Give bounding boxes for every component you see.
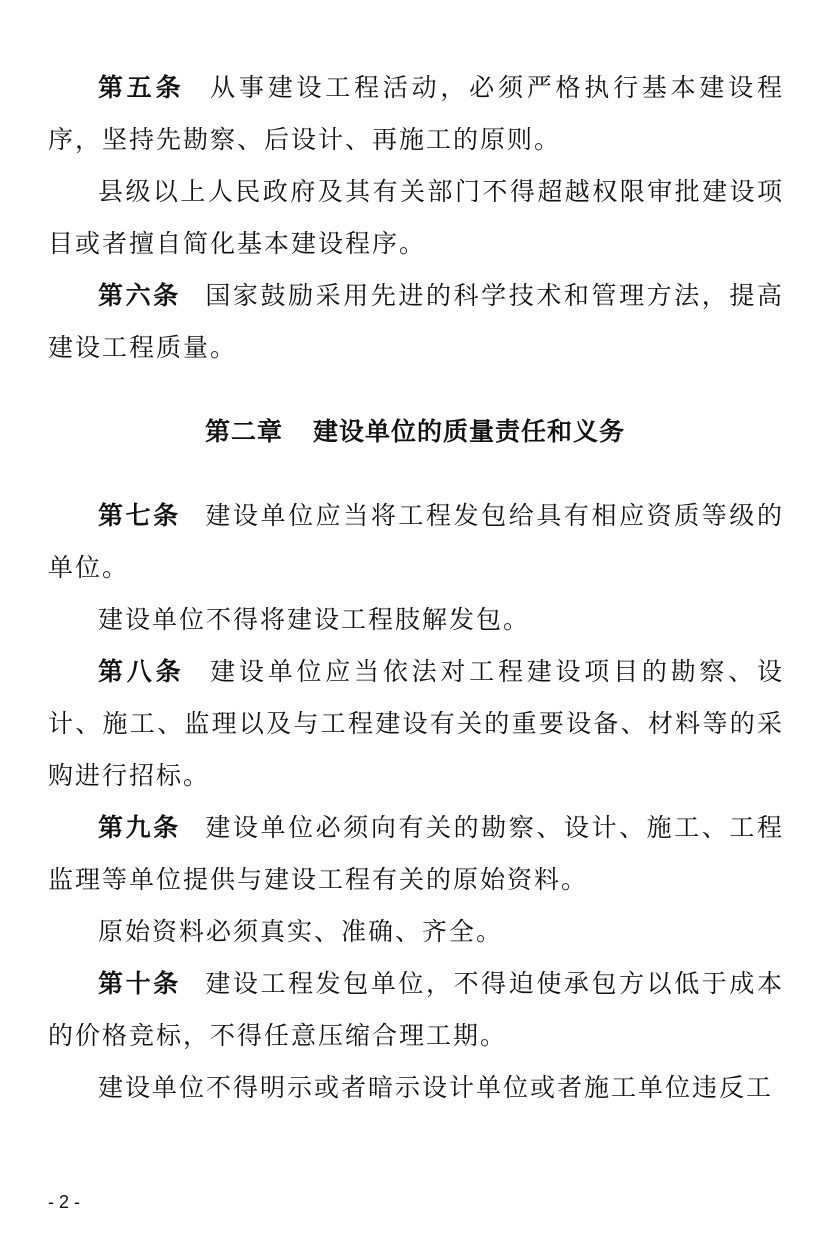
article-6-label: 第六条 bbox=[98, 281, 181, 310]
article-9-text: 建设单位必须向有关的勘察、设计、施工、工程监理等单位提供与建设工程有关的原始资料。 bbox=[48, 813, 784, 894]
article-6-text: 国家鼓励采用先进的科学技术和管理方法，提高建设工程质量。 bbox=[48, 281, 784, 362]
article-7-paragraph-2: 建设单位不得将建设工程肢解发包。 bbox=[98, 605, 531, 634]
article-5-paragraph-2: 县级以上人民政府及其有关部门不得超越权限审批建设项目或者擅自简化基本建设程序。 bbox=[48, 177, 784, 258]
article-10-paragraph-2: 建设单位不得明示或者暗示设计单位或者施工单位违反工 bbox=[98, 1073, 774, 1102]
article-10 bbox=[48, 958, 784, 1062]
article-8-label: 第八条 bbox=[98, 657, 185, 686]
article-7-text: 建设单位应当将工程发包给具有相应资质等级的单位。 bbox=[48, 501, 784, 582]
page-number: - 2 - bbox=[48, 1192, 81, 1212]
article-7-label: 第七条 bbox=[98, 501, 181, 530]
article-8-text: 建设单位应当依法对工程建设项目的勘察、设计、施工、监理以及与工程建设有关的重要设备、材料等的采购进行招标。 bbox=[48, 657, 784, 790]
article-6 bbox=[48, 270, 784, 374]
article-5 bbox=[48, 62, 784, 166]
chapter-number: 第二章 bbox=[204, 417, 283, 446]
article-5-label: 第五条 bbox=[98, 73, 185, 102]
article-7 bbox=[48, 490, 784, 594]
chapter-title: 建设单位的质量责任和义务 bbox=[313, 417, 626, 446]
article-8 bbox=[48, 646, 784, 802]
article-5-text: 从事建设工程活动，必须严格执行基本建设程序，坚持先勘察、后设计、再施工的原则。 bbox=[48, 73, 784, 154]
article-9-label: 第九条 bbox=[98, 813, 181, 842]
article-10-label: 第十条 bbox=[98, 969, 181, 998]
chapter-heading bbox=[0, 410, 830, 454]
article-10-text: 建设工程发包单位，不得迫使承包方以低于成本的价格竞标，不得任意压缩合理工期。 bbox=[48, 969, 784, 1050]
article-9 bbox=[48, 802, 784, 906]
article-9-paragraph-2: 原始资料必须真实、准确、齐全。 bbox=[98, 917, 504, 946]
